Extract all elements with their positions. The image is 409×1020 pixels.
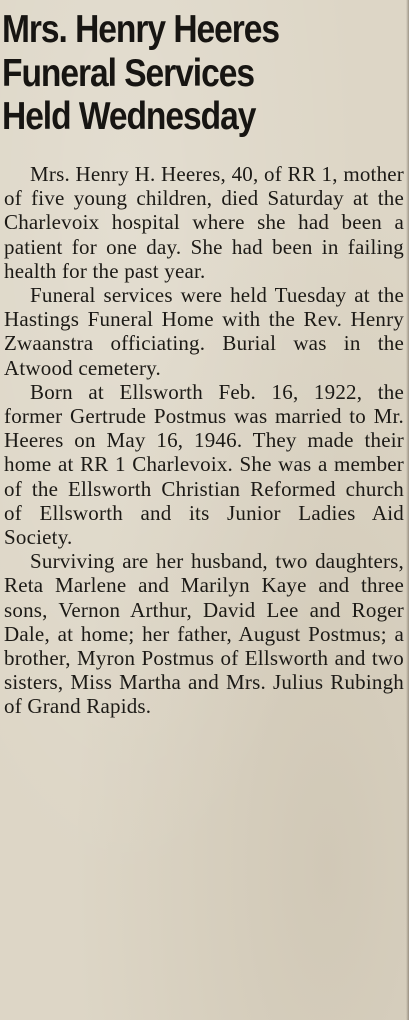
paragraph-survivors: Surviving are her husband, two daughters, Reta Marlene and Marilyn Kaye and three sons, Vernon Arthur, David Lee and Roger Dale, at home; her father, August Postmus; a brother, Myron Postmus of Ellsworth and two sisters, Miss Martha and Mrs. Julius Rubingh of Grand Rapids. <box>4 549 404 719</box>
article-body <box>4 162 404 719</box>
headline-line-3: Held Wednesday <box>2 95 256 138</box>
paragraph-funeral-services: Funeral services were held Tuesday at the Hastings Funeral Home with the Rev. Henry Zwaanstra officiating. Burial was in the Atwood cemetery. <box>4 283 404 380</box>
headline-line-2: Funeral Services <box>2 51 254 95</box>
headline-line-1: Mrs. Henry Heeres <box>2 8 280 51</box>
headline <box>2 8 350 139</box>
paragraph-biography: Born at Ellsworth Feb. 16, 1922, the former Gertrude Postmus was married to Mr. Heeres on May 16, 1946. They made their home at RR 1 Charlevoix. She was a member of the Ellsworth Christian Reformed church of Ellsworth and its Junior Ladies Aid Society. <box>4 379 404 550</box>
paragraph-death-notice: Mrs. Henry H. Heeres, 40, of RR 1, mother of five young children, died Saturday at the Charlevoix hospital where she had been a patient for one day. She had been in failing health for the past year. <box>4 162 404 283</box>
